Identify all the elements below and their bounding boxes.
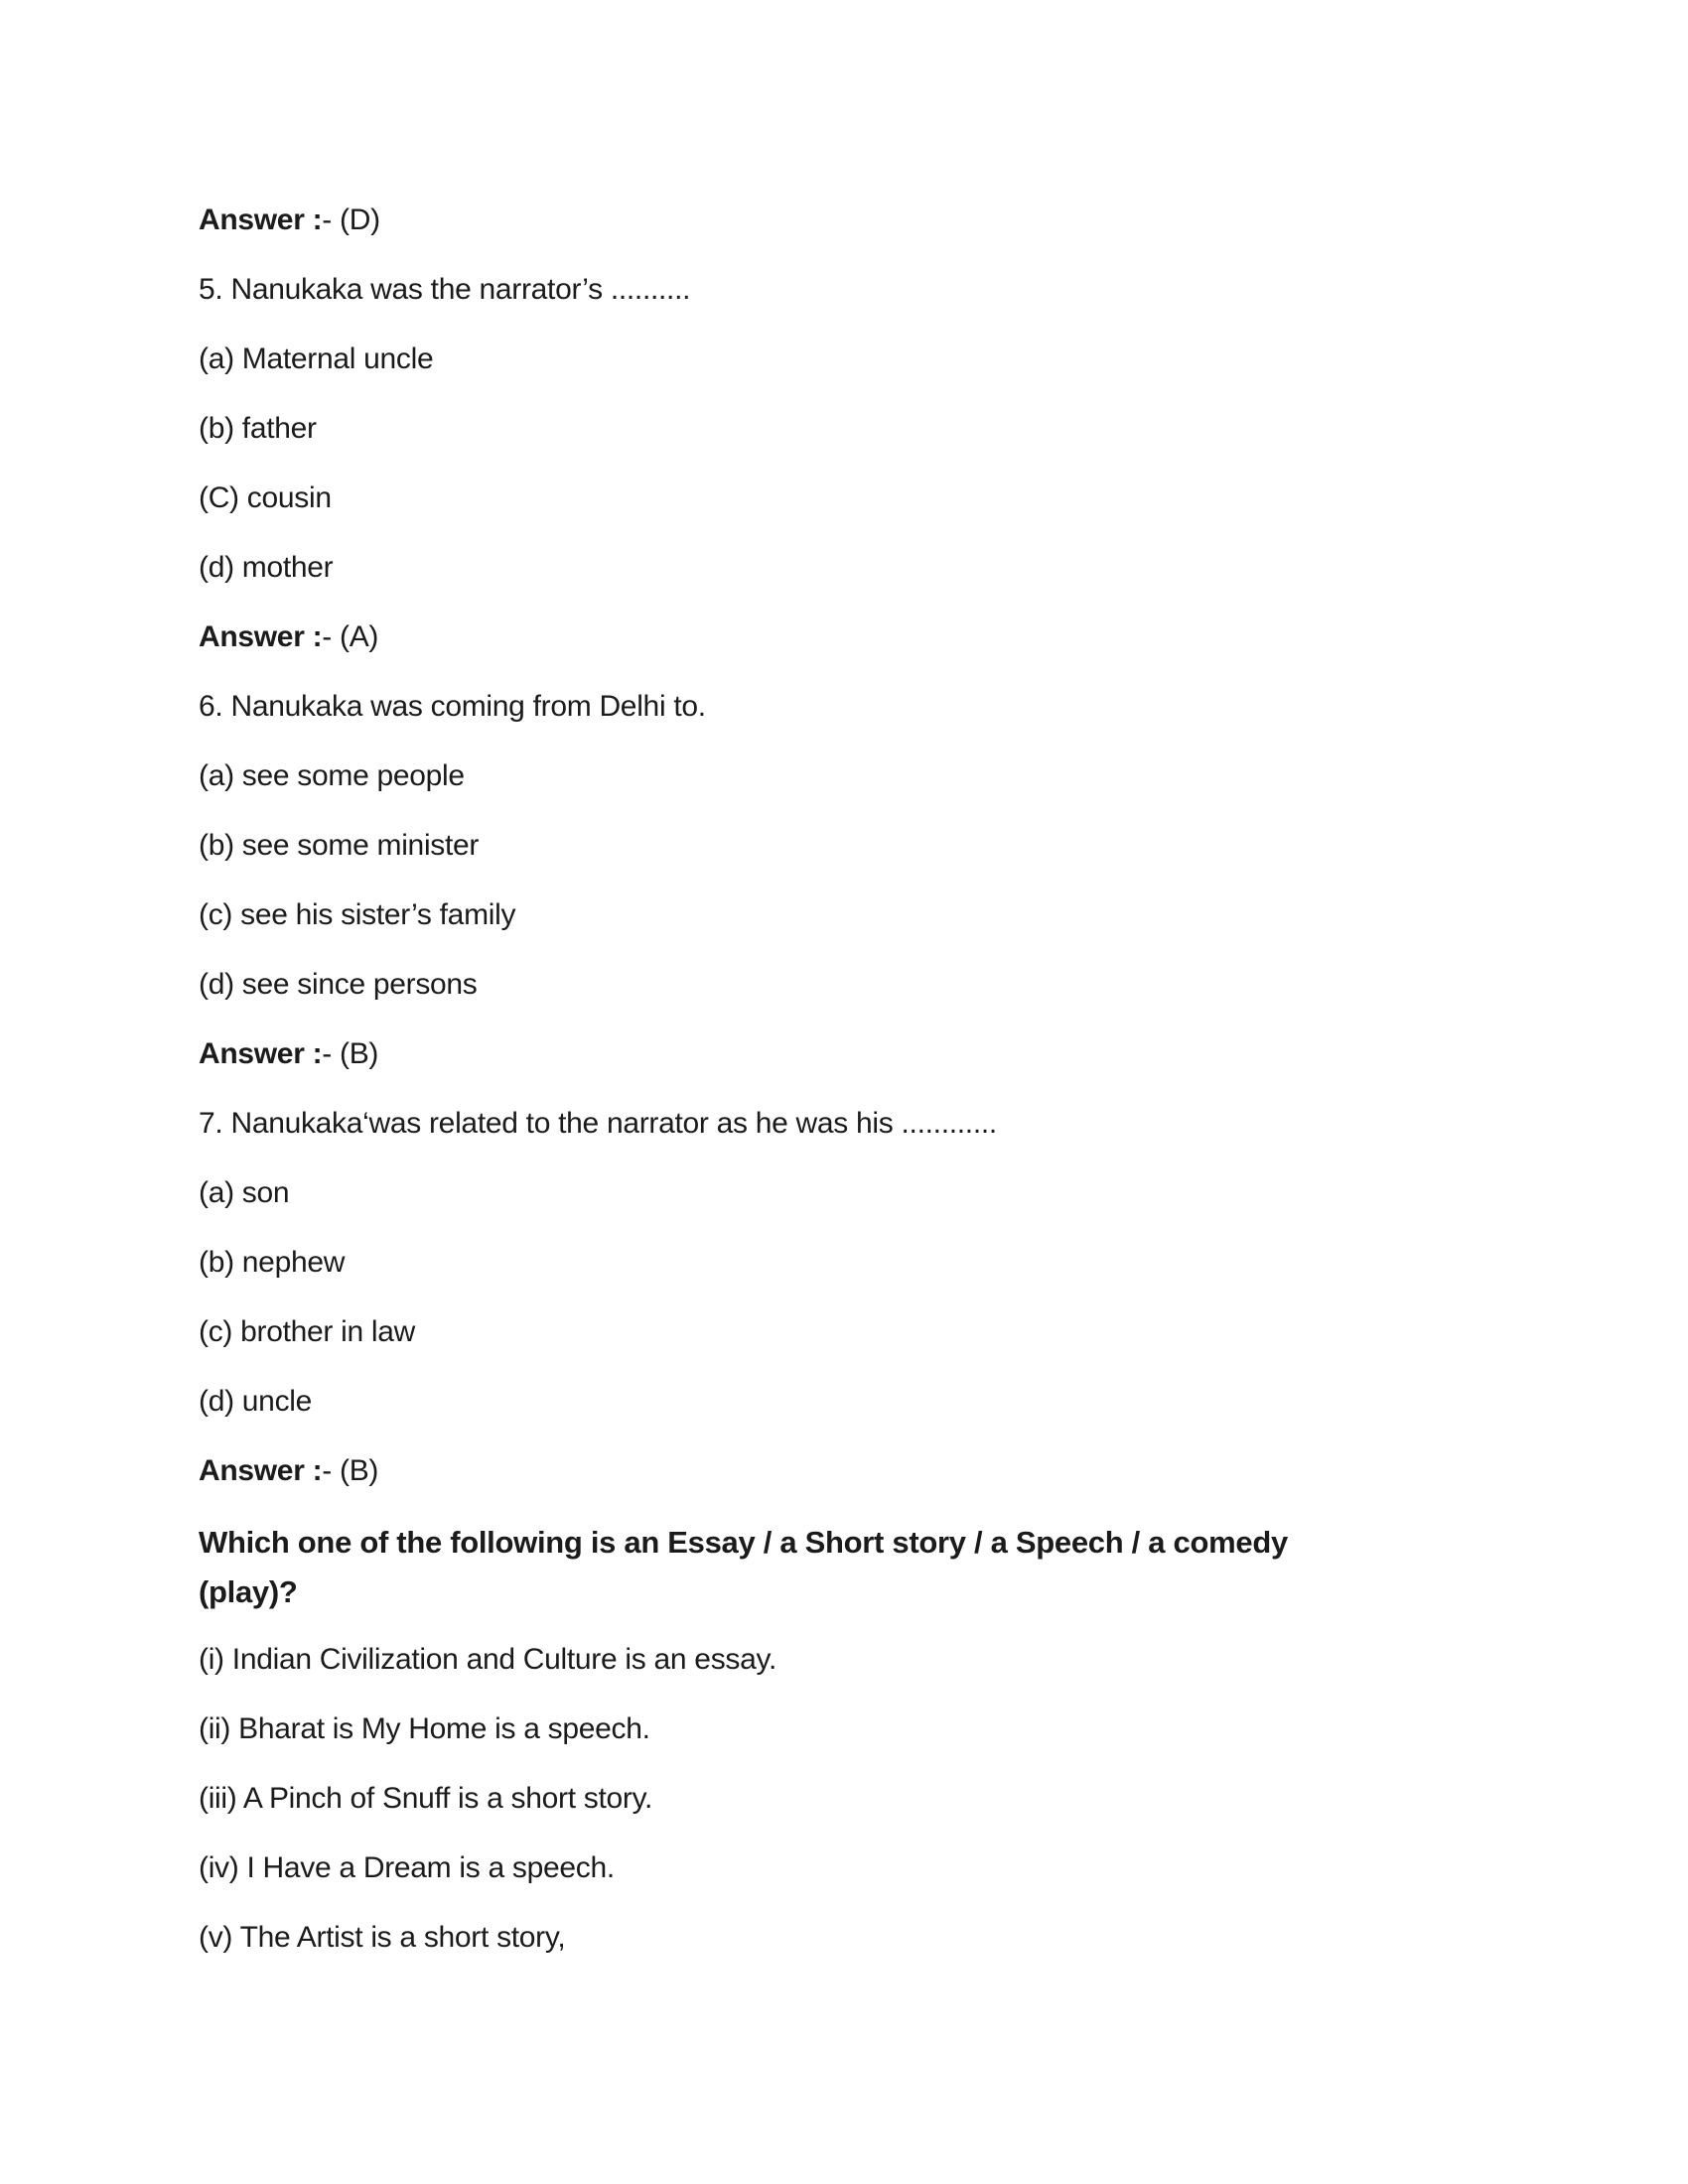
answer-line-question-7 — [199, 1448, 1509, 1494]
section-heading-line-1: Which one of the following is an Essay / a Short story / a Speech / a comedy — [199, 1525, 1288, 1560]
list-item-v: (v) The Artist is a short story, — [199, 1921, 566, 1954]
answer-value: - (D) — [322, 204, 380, 236]
question-5-option-b: (b) father — [199, 412, 317, 445]
answer-label: Answer : — [199, 1037, 323, 1070]
question-5-text: 5. Nanukaka was the narrator’s .......... — [199, 273, 691, 306]
answer-value: - (B) — [322, 1454, 379, 1487]
question-7-option-a: (a) son — [199, 1176, 290, 1209]
question-7-option-d: (d) uncle — [199, 1385, 313, 1418]
question-6-option-b: (b) see some minister — [199, 829, 480, 862]
answer-line-question-6 — [199, 1031, 1509, 1077]
question-7-option-c: (c) brother in law — [199, 1315, 416, 1348]
list-item-i: (i) Indian Civilization and Culture is an essay. — [199, 1643, 776, 1676]
list-item-ii: (ii) Bharat is My Home is a speech. — [199, 1712, 650, 1745]
answer-label: Answer : — [199, 204, 323, 236]
answer-value: - (A) — [322, 620, 379, 653]
answer-line-question-5 — [199, 614, 1509, 660]
question-7-text: 7. Nanukaka‘was related to the narrator as he was his ............ — [199, 1107, 997, 1140]
section-heading — [199, 1518, 1509, 1617]
answer-label: Answer : — [199, 620, 323, 653]
list-item-iv: (iv) I Have a Dream is a speech. — [199, 1851, 615, 1884]
question-5-option-c: (C) cousin — [199, 481, 332, 514]
question-5-option-a: (a) Maternal uncle — [199, 342, 434, 375]
question-6-option-d: (d) see since persons — [199, 968, 478, 1001]
question-6-option-c: (c) see his sister’s family — [199, 898, 516, 931]
question-6-option-a: (a) see some people — [199, 759, 465, 792]
answer-label: Answer : — [199, 1454, 323, 1487]
question-5-option-d: (d) mother — [199, 551, 334, 584]
question-7-option-b: (b) nephew — [199, 1246, 346, 1279]
section-heading-line-2: (play)? — [199, 1574, 298, 1609]
answer-line-previous-question — [199, 198, 1509, 243]
list-item-iii: (iii) A Pinch of Snuff is a short story. — [199, 1782, 653, 1815]
question-6-text: 6. Nanukaka was coming from Delhi to. — [199, 690, 706, 723]
answer-value: - (B) — [322, 1037, 379, 1070]
